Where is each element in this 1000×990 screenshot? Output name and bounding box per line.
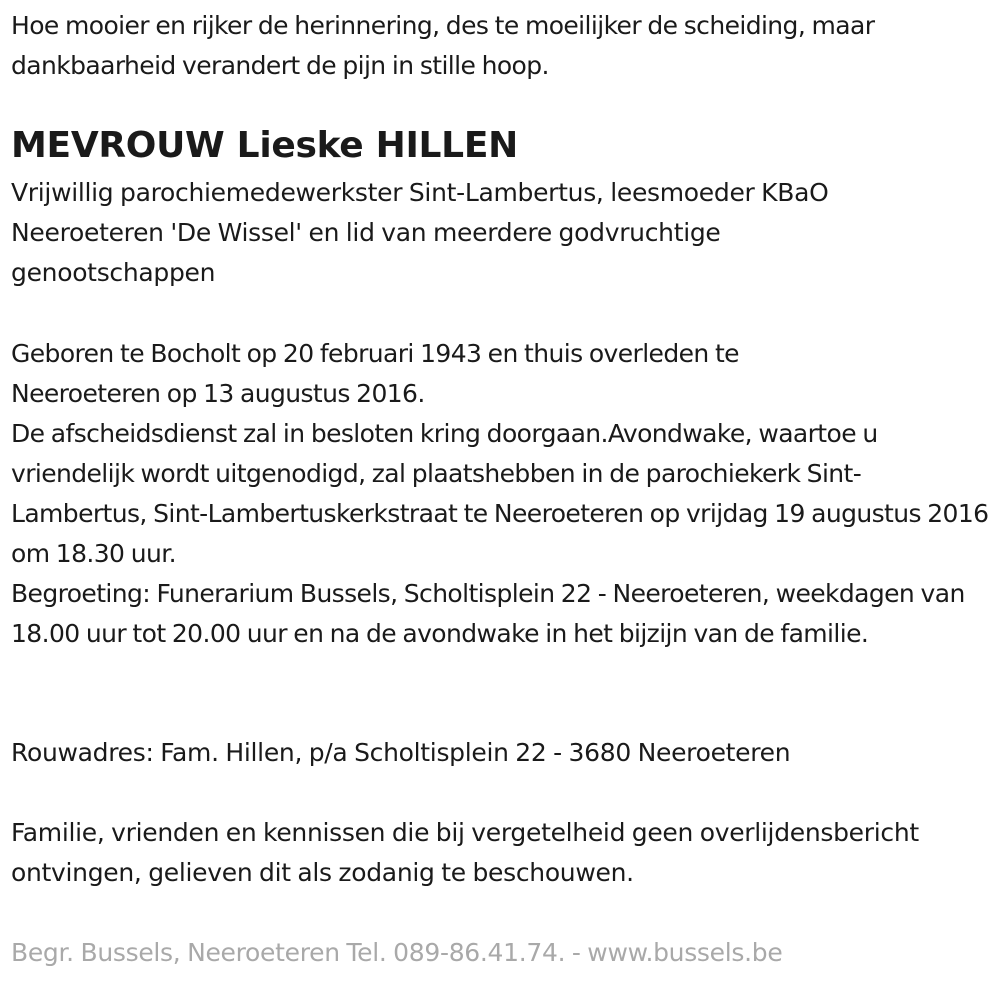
quote-block xyxy=(11,6,996,86)
family-notice: Familie, vrienden en kennissen die bij vergetelheid geen overlijdensbericht ontvingen, gelieven dit als zodanig te beschouwen. xyxy=(11,818,919,887)
deceased-description: Vrijwillig parochiemedewerkster Sint-Lambertus, leesmoeder KBaO Neeroeteren 'De Wissel' en lid van meerdere godvruchtige genootschappen xyxy=(11,178,829,287)
description-block xyxy=(11,173,911,293)
details-block xyxy=(11,334,996,654)
address-block xyxy=(11,733,996,773)
title-block xyxy=(11,124,996,168)
footer-block xyxy=(11,933,996,973)
funeral-home-footer: Begr. Bussels, Neeroeteren Tel. 089-86.41.74. - www.bussels.be xyxy=(11,938,783,967)
quote-text: Hoe mooier en rijker de herinnering, des te moeilijker de scheiding, maar dankbaarheid verandert de pijn in stille hoop. xyxy=(11,11,875,80)
ceremony-text: De afscheidsdienst zal in besloten kring doorgaan.Avondwake, waartoe u vriendelijk wordt uitgenodigd, zal plaatshebben in de parochiekerk Sint-Lambertus, Sint-Lambertuskerkstraat te Neeroeteren op vrijdag 19 augustus 2016 om 18.30 uur. xyxy=(11,419,989,568)
visitation-text: Begroeting: Funerarium Bussels, Scholtisplein 22 - Neeroeteren, weekdagen van 18.00 uur tot 20.00 uur en na de avondwake in het bijzijn van de familie. xyxy=(11,579,965,648)
deceased-name-title: MEVROUW Lieske HILLEN xyxy=(11,125,518,166)
birth-death-text: Geboren te Bocholt op 20 februari 1943 en thuis overleden te Neeroeteren op 13 augustus 2016. xyxy=(11,339,739,408)
notice-block xyxy=(11,813,961,893)
mourning-address: Rouwadres: Fam. Hillen, p/a Scholtisplein 22 - 3680 Neeroeteren xyxy=(11,738,791,767)
